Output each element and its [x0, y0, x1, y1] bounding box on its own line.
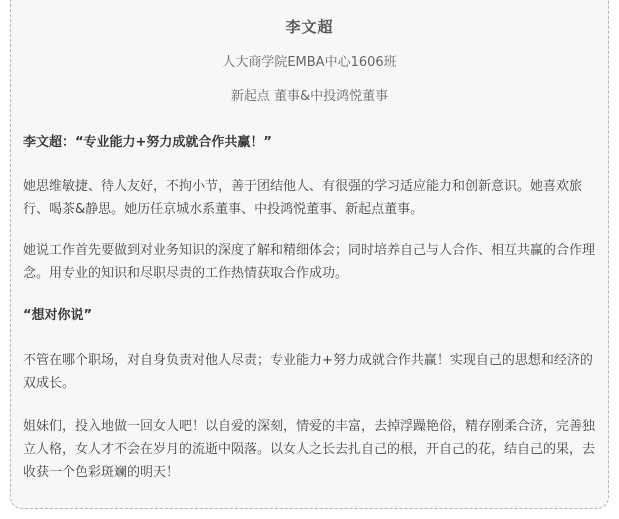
say-heading: “想对你说” — [23, 308, 93, 323]
work-paragraph: 她说工作首先要做到对业务知识的深度了解和精细体会；同时培养自己与人合作、相互共赢的合作理念。用专业的知识和尽职尽责的工作热情获取合作成功。 — [23, 243, 596, 281]
intro-paragraph: 她思维敏捷、待人友好，不拘小节，善于团结他人、有很强的学习适应能力和创新意识。她喜欢旅行、喝茶&静思。她历任京城水系董事、中投鸿悦董事、新起点董事。 — [23, 179, 583, 217]
quote-heading: 李文超：“专业能力+努力成就合作共赢！” — [23, 135, 272, 150]
profile-school: 人大商学院EMBA中心1606班 — [222, 55, 397, 70]
career-paragraph: 不管在哪个职场，对自身负责对他人尽责；专业能力+努力成就合作共赢！实现自己的思想和经济的双成长。 — [23, 353, 593, 391]
sisters-paragraph: 姐妹们，投入地做一回女人吧！以自爱的深刻，情爱的丰富，去掉浮躁艳俗，精存刚柔合济，完善独立人格，女人才不会在岁月的流逝中陨落。以女人之长去扎自己的根，开自己的花，结自己的果，去收获一个色彩斑斓的明天！ — [23, 419, 596, 480]
profile-name: 李文超 — [285, 18, 334, 36]
profile-title: 新起点 董事&中投鸿悦董事 — [230, 89, 389, 104]
profile-card — [10, 0, 609, 509]
